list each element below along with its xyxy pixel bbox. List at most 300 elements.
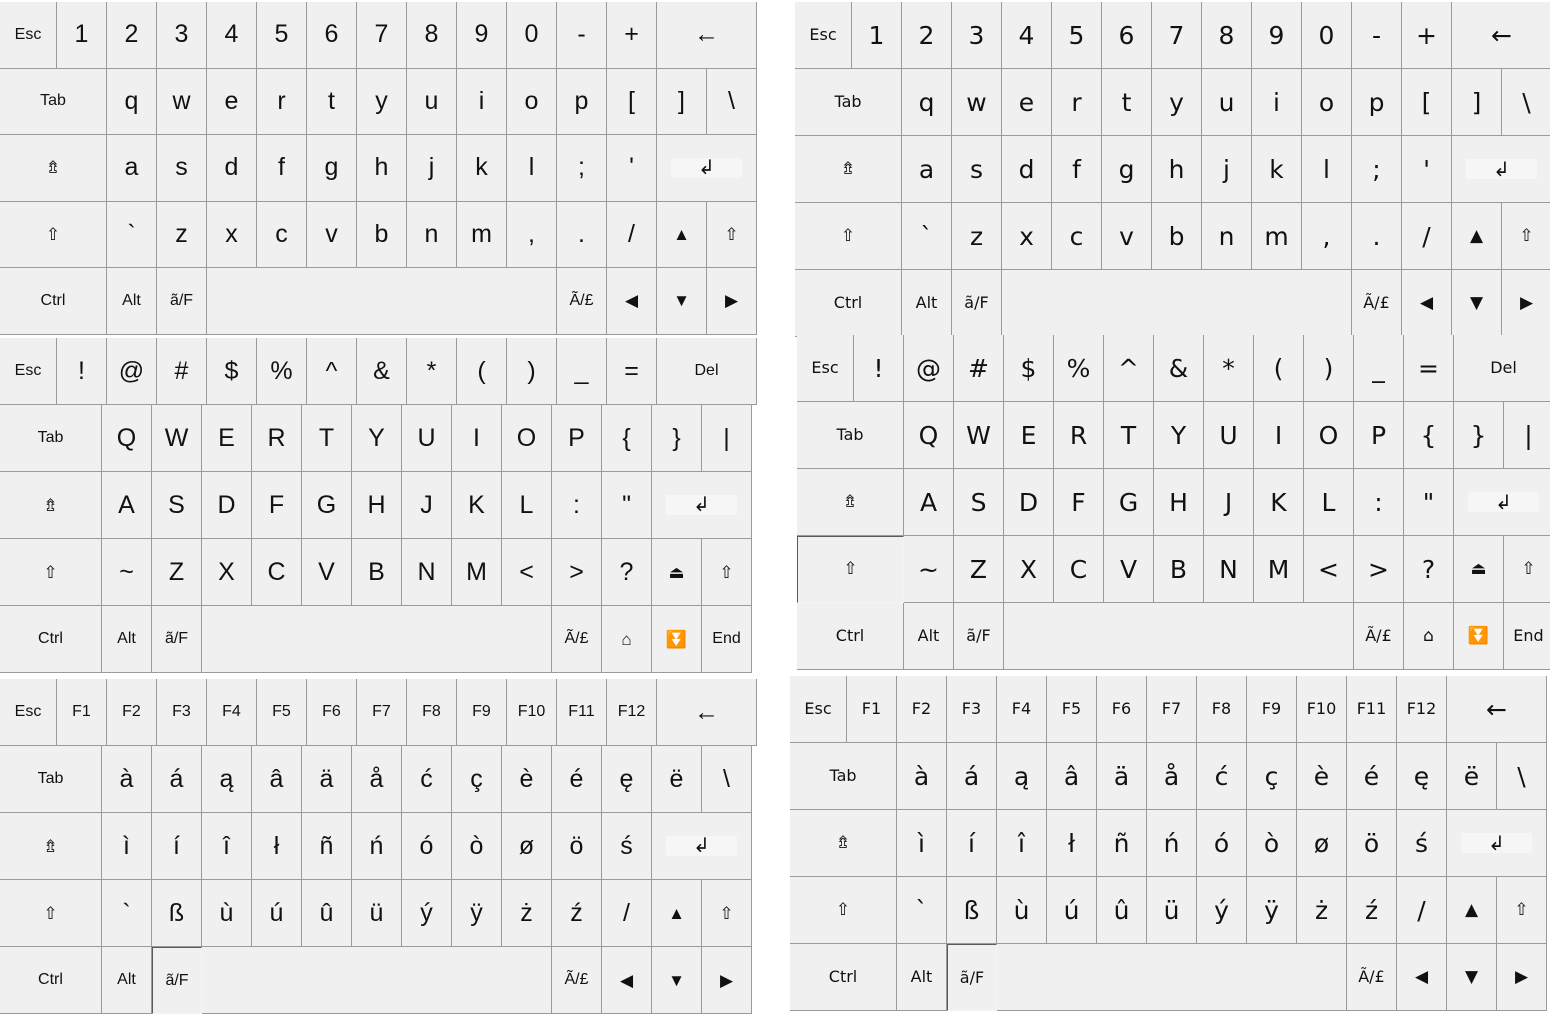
key-r2-c10[interactable] [557,135,607,202]
end-key[interactable] [702,606,752,673]
key-r1-c10[interactable] [552,746,602,813]
key-r3-c10[interactable] [1347,877,1397,944]
key-r3-c10[interactable] [552,880,602,947]
key-r1-c6[interactable] [1152,69,1202,136]
caps-lock-key[interactable] [795,136,902,203]
key-r3-c4[interactable] [1054,536,1104,603]
arrow-down-key[interactable] [1447,944,1497,1011]
ctrl-key[interactable] [795,270,902,337]
key-r1-c2[interactable] [947,743,997,810]
key-r1-c8[interactable] [452,405,502,472]
key-r0-c1[interactable] [57,2,107,69]
key-r3-c3[interactable] [207,202,257,269]
key-r3-c3[interactable] [202,880,252,947]
key-r0-c2[interactable] [902,2,952,69]
key-r0-c9[interactable] [457,2,507,69]
key-r1-c7[interactable] [407,69,457,136]
key-r1-c2[interactable] [952,69,1002,136]
arrow-down-key[interactable] [657,268,707,335]
key-r1-c2[interactable] [157,69,207,136]
key-r2-c9[interactable] [502,813,552,880]
key-r2-c3[interactable] [997,810,1047,877]
key-r3-c9[interactable] [502,539,552,606]
key-r1-c1[interactable] [107,69,157,136]
key-r2-c11[interactable] [1397,810,1447,877]
page-down-key[interactable] [652,606,702,673]
key-r1-c3[interactable] [202,746,252,813]
key-r1-c4[interactable] [252,746,302,813]
key-r2-c3[interactable] [1002,136,1052,203]
key-r2-c6[interactable] [357,135,407,202]
delete-key[interactable] [1454,335,1550,402]
key-r0-c8[interactable] [1202,2,1252,69]
key-r3-c5[interactable] [302,880,352,947]
key-r2-c1[interactable] [897,810,947,877]
key-r1-c6[interactable] [1147,743,1197,810]
tab-key[interactable] [795,69,902,136]
key-r1-c1[interactable] [897,743,947,810]
key-r1-c11[interactable] [1404,402,1454,469]
key-r0-c4[interactable] [207,2,257,69]
arrow-down-key[interactable] [652,947,702,1014]
key-r2-c5[interactable] [1097,810,1147,877]
key-r1-c10[interactable] [552,405,602,472]
key-r0-c12[interactable] [607,679,657,746]
key-r3-c1[interactable] [102,880,152,947]
key-r0-c9[interactable] [457,679,507,746]
arrow-up-key[interactable] [1452,203,1502,270]
backspace-key[interactable] [1447,676,1547,743]
key-r3-c4[interactable] [252,880,302,947]
arrow-left-key[interactable] [602,947,652,1014]
ctrl-key[interactable] [0,268,107,335]
key-r3-c11[interactable] [602,539,652,606]
key-r2-c2[interactable] [152,813,202,880]
key-r2-c6[interactable] [1152,136,1202,203]
enter-key[interactable] [652,813,752,880]
key-r2-c11[interactable] [602,813,652,880]
key-r0-c12[interactable] [1397,676,1447,743]
key-r0-c3[interactable] [157,2,207,69]
key-r1-c2[interactable] [152,405,202,472]
key-r2-c6[interactable] [1147,810,1197,877]
arrow-left-key[interactable] [607,268,657,335]
key-r2-c5[interactable] [1104,469,1154,536]
key-r0-c8[interactable] [1197,676,1247,743]
key-r1-c2[interactable] [954,402,1004,469]
key-r0-c11[interactable] [1352,2,1402,69]
key-r1-c1[interactable] [902,69,952,136]
key-r2-c7[interactable] [407,135,457,202]
key-r0-c7[interactable] [357,679,407,746]
key-r2-c9[interactable] [502,472,552,539]
page-up-key[interactable] [652,539,702,606]
key-r0-c11[interactable] [1354,335,1404,402]
key-r0-c11[interactable] [557,2,607,69]
key-r1-c7[interactable] [1197,743,1247,810]
key-r1-c1[interactable] [102,405,152,472]
key-r3-c3[interactable] [1002,203,1052,270]
key-r1-c5[interactable] [302,746,352,813]
key-r1-c7[interactable] [1202,69,1252,136]
key-r1-c10[interactable] [1352,69,1402,136]
alt-key[interactable] [102,947,152,1014]
key-r1-c12[interactable] [1452,69,1502,136]
key-r2-c2[interactable] [157,135,207,202]
key-r3-c6[interactable] [352,539,402,606]
key-r1-c12[interactable] [1447,743,1497,810]
esc-key[interactable] [790,676,847,743]
key-r2-c10[interactable] [1354,469,1404,536]
key-r2-c6[interactable] [352,472,402,539]
key-r3-c11[interactable] [1402,203,1452,270]
key-r1-c5[interactable] [1102,69,1152,136]
key-r1-c3[interactable] [997,743,1047,810]
caps-lock-key[interactable] [0,813,102,880]
key-r3-c7[interactable] [402,539,452,606]
key-r0-c5[interactable] [257,679,307,746]
alt-key[interactable] [102,606,152,673]
home-key[interactable] [602,606,652,673]
key-r1-c13[interactable] [702,405,752,472]
key-r0-c2[interactable] [107,679,157,746]
key-r1-c12[interactable] [1454,402,1504,469]
alt-key[interactable] [897,944,947,1011]
key-r0-c6[interactable] [1097,676,1147,743]
key-r1-c6[interactable] [1154,402,1204,469]
key-r1-c5[interactable] [1097,743,1147,810]
key-r3-c9[interactable] [1297,877,1347,944]
tab-key[interactable] [797,402,904,469]
key-r0-c3[interactable] [954,335,1004,402]
arrow-left-key[interactable] [1397,944,1447,1011]
key-r3-c9[interactable] [507,202,557,269]
tab-key[interactable] [0,746,102,813]
altgr-shift-key[interactable] [557,268,607,335]
key-r1-c13[interactable] [707,69,757,136]
key-r3-c8[interactable] [1247,877,1297,944]
key-r2-c8[interactable] [1254,469,1304,536]
key-r1-c11[interactable] [607,69,657,136]
key-r2-c10[interactable] [1347,810,1397,877]
key-r1-c3[interactable] [1002,69,1052,136]
key-r1-c9[interactable] [502,746,552,813]
key-r2-c10[interactable] [552,813,602,880]
key-r1-c13[interactable] [1497,743,1547,810]
key-r3-c11[interactable] [1397,877,1447,944]
key-r1-c10[interactable] [1354,402,1404,469]
key-r1-c3[interactable] [202,405,252,472]
key-r1-c12[interactable] [652,746,702,813]
key-r2-c5[interactable] [307,135,357,202]
key-r2-c5[interactable] [302,813,352,880]
key-r2-c11[interactable] [1402,136,1452,203]
key-r2-c2[interactable] [152,472,202,539]
key-r0-c1[interactable] [852,2,902,69]
key-r1-c7[interactable] [1204,402,1254,469]
key-r3-c10[interactable] [557,202,607,269]
space-bar[interactable] [202,606,552,673]
key-r3-c2[interactable] [157,202,207,269]
key-r0-c8[interactable] [407,2,457,69]
altgr-toggle-key[interactable] [952,270,1002,337]
key-r0-c5[interactable] [257,338,307,405]
key-r0-c10[interactable] [507,338,557,405]
altgr-shift-key[interactable] [1354,603,1404,670]
key-r1-c10[interactable] [1347,743,1397,810]
key-r3-c2[interactable] [952,203,1002,270]
caps-lock-key[interactable] [790,810,897,877]
key-r3-c5[interactable] [1097,877,1147,944]
key-r3-c7[interactable] [1202,203,1252,270]
key-r2-c11[interactable] [607,135,657,202]
shift-key[interactable] [1502,203,1550,270]
key-r1-c12[interactable] [652,405,702,472]
key-r2-c4[interactable] [257,135,307,202]
backspace-key[interactable] [657,2,757,69]
key-r2-c9[interactable] [1304,469,1354,536]
key-r0-c4[interactable] [1002,2,1052,69]
key-r0-c6[interactable] [1104,335,1154,402]
esc-key[interactable] [0,2,57,69]
key-r2-c8[interactable] [1252,136,1302,203]
key-r2-c7[interactable] [402,472,452,539]
key-r3-c3[interactable] [1004,536,1054,603]
key-r3-c10[interactable] [1352,203,1402,270]
key-r0-c4[interactable] [1004,335,1054,402]
arrow-right-key[interactable] [1497,944,1547,1011]
key-r0-c1[interactable] [57,338,107,405]
arrow-right-key[interactable] [1502,270,1550,337]
page-down-key[interactable] [1454,603,1504,670]
altgr-toggle-key[interactable] [954,603,1004,670]
key-r3-c1[interactable] [902,203,952,270]
key-r0-c7[interactable] [1154,335,1204,402]
key-r0-c2[interactable] [897,676,947,743]
alt-key[interactable] [107,268,157,335]
key-r0-c10[interactable] [1304,335,1354,402]
alt-key[interactable] [904,603,954,670]
key-r3-c1[interactable] [102,539,152,606]
key-r2-c7[interactable] [402,813,452,880]
key-r3-c6[interactable] [1147,877,1197,944]
key-r2-c1[interactable] [102,813,152,880]
key-r2-c5[interactable] [302,472,352,539]
shift-key[interactable] [1497,877,1547,944]
key-r0-c1[interactable] [847,676,897,743]
key-r0-c6[interactable] [307,679,357,746]
key-r1-c8[interactable] [1252,69,1302,136]
key-r3-c4[interactable] [1047,877,1097,944]
key-r2-c1[interactable] [902,136,952,203]
esc-key[interactable] [797,335,854,402]
key-r0-c3[interactable] [157,679,207,746]
key-r0-c4[interactable] [207,679,257,746]
key-r3-c5[interactable] [1102,203,1152,270]
key-r2-c6[interactable] [1154,469,1204,536]
key-r0-c5[interactable] [1047,676,1097,743]
key-r1-c6[interactable] [352,405,402,472]
key-r2-c1[interactable] [107,135,157,202]
key-r3-c2[interactable] [954,536,1004,603]
enter-key[interactable] [657,135,757,202]
backspace-key[interactable] [657,679,757,746]
key-r3-c7[interactable] [1204,536,1254,603]
shift-key[interactable] [707,202,757,269]
key-r2-c3[interactable] [207,135,257,202]
key-r3-c11[interactable] [1404,536,1454,603]
altgr-shift-key[interactable] [552,606,602,673]
ctrl-key[interactable] [790,944,897,1011]
key-r3-c2[interactable] [947,877,997,944]
key-r3-c3[interactable] [997,877,1047,944]
key-r0-c2[interactable] [107,338,157,405]
key-r2-c7[interactable] [1197,810,1247,877]
key-r3-c7[interactable] [1197,877,1247,944]
key-r2-c8[interactable] [452,813,502,880]
key-r3-c7[interactable] [402,880,452,947]
tab-key[interactable] [0,69,107,136]
key-r1-c11[interactable] [602,746,652,813]
key-r1-c8[interactable] [452,746,502,813]
key-r1-c1[interactable] [904,402,954,469]
enter-key[interactable] [1447,810,1547,877]
key-r3-c2[interactable] [152,539,202,606]
key-r3-c5[interactable] [307,202,357,269]
enter-key[interactable] [1454,469,1550,536]
key-r3-c4[interactable] [252,539,302,606]
altgr-toggle-key[interactable] [947,944,997,1011]
arrow-up-key[interactable] [652,880,702,947]
key-r0-c8[interactable] [407,679,457,746]
ctrl-key[interactable] [0,947,102,1014]
key-r1-c8[interactable] [1247,743,1297,810]
key-r3-c3[interactable] [202,539,252,606]
key-r0-c12[interactable] [607,2,657,69]
key-r0-c9[interactable] [457,338,507,405]
altgr-toggle-key[interactable] [152,947,202,1014]
key-r1-c6[interactable] [357,69,407,136]
key-r3-c8[interactable] [1252,203,1302,270]
space-bar[interactable] [1004,603,1354,670]
key-r0-c12[interactable] [1402,2,1452,69]
space-bar[interactable] [207,268,557,335]
key-r0-c11[interactable] [557,338,607,405]
shift-key[interactable] [0,539,102,606]
key-r1-c10[interactable] [557,69,607,136]
key-r3-c9[interactable] [1304,536,1354,603]
space-bar[interactable] [997,944,1347,1011]
tab-key[interactable] [790,743,897,810]
key-r3-c9[interactable] [1302,203,1352,270]
arrow-up-key[interactable] [1447,877,1497,944]
shift-key[interactable] [797,536,904,603]
key-r0-c2[interactable] [904,335,954,402]
key-r2-c6[interactable] [352,813,402,880]
key-r3-c1[interactable] [107,202,157,269]
key-r3-c10[interactable] [1354,536,1404,603]
key-r3-c11[interactable] [607,202,657,269]
key-r0-c11[interactable] [557,679,607,746]
key-r2-c2[interactable] [954,469,1004,536]
shift-key[interactable] [0,202,107,269]
key-r2-c4[interactable] [252,813,302,880]
key-r2-c3[interactable] [1004,469,1054,536]
key-r0-c8[interactable] [407,338,457,405]
key-r0-c12[interactable] [607,338,657,405]
key-r0-c10[interactable] [507,2,557,69]
key-r1-c11[interactable] [1402,69,1452,136]
key-r0-c6[interactable] [1102,2,1152,69]
page-up-key[interactable] [1454,536,1504,603]
key-r1-c13[interactable] [1504,402,1550,469]
key-r3-c6[interactable] [1152,203,1202,270]
esc-key[interactable] [795,2,852,69]
key-r0-c9[interactable] [1247,676,1297,743]
enter-key[interactable] [1452,136,1550,203]
altgr-shift-key[interactable] [1352,270,1402,337]
key-r1-c9[interactable] [1297,743,1347,810]
key-r1-c4[interactable] [1047,743,1097,810]
key-r0-c6[interactable] [307,2,357,69]
altgr-shift-key[interactable] [552,947,602,1014]
key-r1-c8[interactable] [1254,402,1304,469]
key-r1-c4[interactable] [252,405,302,472]
shift-key[interactable] [1504,536,1550,603]
key-r1-c13[interactable] [1502,69,1550,136]
key-r0-c6[interactable] [307,338,357,405]
key-r1-c5[interactable] [302,405,352,472]
key-r1-c9[interactable] [1302,69,1352,136]
key-r1-c7[interactable] [402,746,452,813]
key-r1-c9[interactable] [502,405,552,472]
ctrl-key[interactable] [0,606,102,673]
key-r0-c8[interactable] [1204,335,1254,402]
shift-key[interactable] [702,880,752,947]
esc-key[interactable] [0,679,57,746]
altgr-shift-key[interactable] [1347,944,1397,1011]
arrow-left-key[interactable] [1402,270,1452,337]
key-r3-c8[interactable] [452,539,502,606]
key-r1-c8[interactable] [457,69,507,136]
key-r2-c4[interactable] [1047,810,1097,877]
key-r1-c3[interactable] [207,69,257,136]
key-r0-c7[interactable] [357,2,407,69]
key-r1-c5[interactable] [1104,402,1154,469]
caps-lock-key[interactable] [797,469,904,536]
key-r2-c2[interactable] [952,136,1002,203]
key-r1-c2[interactable] [152,746,202,813]
arrow-down-key[interactable] [1452,270,1502,337]
key-r0-c10[interactable] [1302,2,1352,69]
key-r0-c5[interactable] [1052,2,1102,69]
key-r3-c9[interactable] [502,880,552,947]
home-key[interactable] [1404,603,1454,670]
arrow-right-key[interactable] [702,947,752,1014]
key-r3-c8[interactable] [457,202,507,269]
alt-key[interactable] [902,270,952,337]
key-r0-c1[interactable] [57,679,107,746]
key-r2-c4[interactable] [1052,136,1102,203]
key-r0-c7[interactable] [357,338,407,405]
key-r3-c6[interactable] [1154,536,1204,603]
key-r0-c3[interactable] [947,676,997,743]
caps-lock-key[interactable] [0,472,102,539]
key-r0-c3[interactable] [157,338,207,405]
key-r1-c9[interactable] [1304,402,1354,469]
key-r3-c4[interactable] [257,202,307,269]
key-r1-c4[interactable] [257,69,307,136]
